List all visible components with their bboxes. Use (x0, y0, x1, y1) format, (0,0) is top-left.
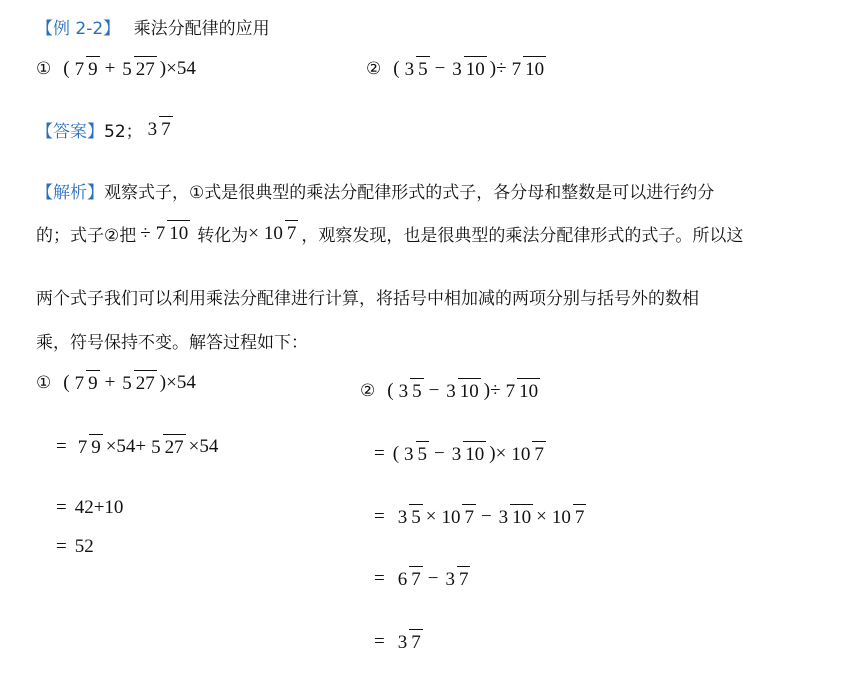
denominator: 27 (163, 434, 186, 458)
problem-number: ① (36, 59, 52, 79)
paren: ) (489, 58, 497, 79)
answer-label: 【答案】 (36, 122, 104, 142)
numerator: 3 (451, 443, 462, 465)
math-token: − (480, 506, 492, 527)
solution-2-line-1 (360, 380, 543, 402)
numerator: 3 (398, 380, 409, 402)
numerator: 7 (511, 58, 522, 80)
analysis-line-4: 乘，符号保持不变。解答过程如下： (36, 333, 308, 353)
denominator: 10 (463, 441, 486, 465)
denominator: 5 (416, 56, 430, 80)
math-token: × (495, 443, 507, 464)
fraction (403, 60, 430, 79)
math-token: − (428, 380, 440, 401)
denominator: 10 (523, 56, 546, 80)
denominator: 5 (410, 378, 424, 402)
math-token: 42+10 (74, 497, 124, 518)
operator: ÷ (496, 58, 507, 79)
numerator: 3 (404, 58, 415, 80)
fraction (509, 445, 546, 464)
math-token: = (56, 436, 67, 457)
fraction (510, 60, 547, 79)
fraction (402, 445, 429, 464)
numerator: 7 (77, 436, 88, 458)
fraction (120, 60, 157, 79)
denominator: 7 (457, 566, 471, 590)
numerator: 10 (551, 506, 571, 528)
fraction (443, 570, 470, 589)
fraction (149, 438, 186, 457)
fraction (396, 570, 423, 589)
math-token: ( (387, 380, 394, 401)
fraction (154, 224, 191, 243)
operator: × (166, 58, 177, 79)
numerator: 3 (397, 506, 408, 528)
math-token: = (374, 506, 385, 527)
fraction (444, 382, 481, 401)
fraction (73, 60, 100, 79)
fraction (262, 224, 299, 243)
numerator: 3 (498, 506, 509, 528)
fraction (439, 508, 476, 527)
math-token: = (374, 443, 385, 464)
numerator: 5 (122, 372, 132, 394)
analysis-text: 转化为 (197, 226, 249, 246)
numerator: 7 (74, 372, 85, 394)
numerator: 10 (441, 506, 461, 528)
operator: × (248, 222, 259, 244)
math-token: = (374, 631, 385, 652)
answer (36, 117, 176, 142)
fraction (550, 508, 587, 527)
operator: − (434, 58, 446, 79)
denominator: 5 (409, 504, 423, 528)
math-token: ×54+ (105, 436, 147, 457)
solution-2-line-3 (374, 506, 589, 528)
denominator: 5 (416, 441, 430, 465)
analysis-line-2 (36, 221, 743, 246)
solution-1-line-1 (36, 372, 196, 394)
fraction (450, 445, 487, 464)
numerator: 5 (151, 436, 161, 458)
solution-2-line-2 (374, 443, 549, 465)
fraction (396, 508, 423, 527)
denominator: 7 (532, 441, 546, 465)
fraction (450, 60, 487, 79)
numerator: 3 (397, 631, 408, 653)
fraction (396, 633, 423, 652)
math-token: + (104, 372, 116, 393)
denominator: 10 (464, 56, 487, 80)
solution-1-line-3 (56, 497, 123, 519)
problem-1 (36, 58, 196, 80)
math-token: ( (392, 443, 400, 464)
math-token: = (374, 568, 385, 589)
solution-1-line-2 (56, 436, 218, 458)
paren: ) (159, 58, 167, 79)
example-title: 乘法分配律的应用 (133, 19, 270, 39)
denominator: 10 (458, 378, 481, 402)
math-token: ) (483, 380, 491, 401)
paren: ( (393, 58, 400, 79)
fraction (146, 120, 173, 139)
math-token: − (434, 443, 445, 464)
denominator: 7 (159, 116, 173, 140)
analysis-text: 的；式子②把 (36, 226, 137, 246)
numerator: 3 (452, 58, 462, 80)
problem-number: ① (36, 373, 52, 393)
numerator: 3 (404, 443, 414, 465)
denominator: 9 (86, 370, 100, 394)
denominator: 10 (510, 504, 533, 528)
operator: ÷ (140, 222, 151, 244)
numerator: 7 (505, 380, 516, 402)
analysis-line-1 (36, 181, 714, 205)
denominator: 7 (573, 504, 587, 528)
denominator: 27 (134, 56, 157, 80)
fraction (504, 382, 541, 401)
denominator: 10 (167, 220, 190, 244)
numerator: 3 (445, 568, 455, 590)
number: 54 (176, 58, 196, 79)
math-token: × (166, 372, 177, 393)
denominator: 9 (89, 434, 103, 458)
answer-text: 52； (104, 122, 143, 142)
solution-2-line-4 (374, 568, 473, 590)
fraction (497, 508, 534, 527)
numerator: 10 (263, 223, 283, 244)
math-token: ÷ (490, 380, 501, 401)
paren: ( (63, 58, 70, 79)
analysis-text: ，观察发现，也是很典型的乘法分配律形式的式子。所以这 (301, 226, 744, 246)
fraction (120, 374, 157, 393)
math-token: × (536, 506, 547, 527)
denominator: 9 (86, 56, 100, 80)
analysis-text: 观察式子，①式是很典型的乘法分配律形式的式子，各分母和整数是可以进行约分 (104, 183, 715, 203)
denominator: 27 (134, 370, 157, 394)
math-token: = (56, 536, 67, 557)
solution-2-line-5 (374, 631, 426, 653)
analysis-label: 【解析】 (36, 183, 104, 203)
math-token: ( (63, 372, 70, 393)
operator: + (104, 58, 116, 79)
fraction (76, 438, 103, 457)
denominator: 7 (285, 220, 299, 244)
numerator: 3 (446, 380, 456, 402)
denominator: 7 (409, 566, 423, 590)
example-label: 【例 2-2】 (36, 19, 121, 39)
math-token: = (56, 497, 67, 518)
numerator: 6 (397, 568, 408, 590)
problem-2 (366, 58, 549, 80)
denominator: 7 (409, 629, 423, 653)
math-token: − (427, 568, 439, 589)
solution-1-line-4 (56, 536, 94, 558)
numerator: 7 (155, 223, 166, 244)
math-token: ) (489, 443, 496, 464)
math-token: ×54 (188, 436, 219, 457)
math-token: 52 (74, 536, 94, 557)
math-token: × (425, 506, 437, 527)
denominator: 10 (517, 378, 540, 402)
fraction (73, 374, 100, 393)
numerator: 7 (74, 58, 85, 80)
numerator: 10 (511, 443, 531, 465)
problem-number: ② (360, 381, 376, 401)
numerator: 5 (122, 58, 132, 80)
denominator: 7 (462, 504, 476, 528)
problem-number: ② (366, 59, 382, 79)
math-token: ) (159, 372, 167, 393)
fraction (397, 382, 424, 401)
analysis-line-3: 两个式子我们可以利用乘法分配律进行计算，将括号中相加减的两项分别与括号外的数相 (36, 289, 699, 309)
numerator: 3 (147, 119, 158, 140)
example-heading (36, 17, 270, 41)
math-token: 54 (176, 372, 196, 393)
